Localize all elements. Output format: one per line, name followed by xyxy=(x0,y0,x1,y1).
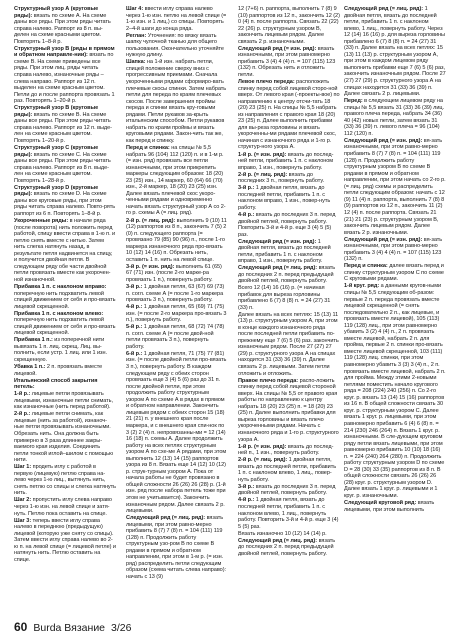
paragraph-heading: Следующий ряд (= лиц. ряд): xyxy=(126,515,206,522)
paragraph xyxy=(238,185,340,211)
paragraph-heading: 2-й р. (= лиц. ряд): xyxy=(238,171,288,178)
paragraph xyxy=(14,284,116,310)
paragraph-text: вязать по схеме С. На схеме даны все ряды. При этом ряды читать справа налево. Раппорт из 8 п. выде-лен на схеме красным цветом. Повторять 1–28-й р. xyxy=(14,151,111,184)
paragraph-text: вязать до последних 3 п. перед двойной петлей, повернуть работу. xyxy=(238,483,336,497)
paragraph-text: в начале ряда (после поворота) нить положить перед работой, спицу ввести справа в 1-ю п. и петлю снять вместе с нитью. Затем нить слегка натянуть назад, в результате петля надвинется на спицу, и получится двойная петля. В следующем ряду обе части двойной петли провязать вместе как укорочен-ной изнаночной. xyxy=(14,218,116,283)
paragraph-heading: Итальянский способ закрытия петель: xyxy=(14,377,98,391)
paragraph-text: Вязать изнаночно 10 (12) 14 (14) р. xyxy=(238,530,327,537)
paragraph xyxy=(14,105,116,144)
paragraph-text: распо-ложить спинку перед собой лицевой стороной вверх. На спицы № 5,5 от правого края работы по направлению к центру набрать 18 (20) 23 (25) п. = 18 (20) 23 (25) п. Далее выполнить прибавки для выреза горловины и вязать плечо укороченными рядами. Начать с изнаночного ряда и 1-го р. структурного узора А. xyxy=(238,377,339,443)
paragraph-text: вязать до послед-ней петли, прибавить 1 п. с наклоном вправо, 1 изн., повернуть работу. xyxy=(238,151,334,171)
paragraph xyxy=(344,138,446,236)
paragraph-heading: 6-й р.: xyxy=(126,350,143,357)
paragraph-heading: Перед: xyxy=(344,98,363,105)
paragraph xyxy=(238,378,340,443)
paragraph xyxy=(344,98,446,137)
paragraph xyxy=(14,518,116,564)
paragraph xyxy=(238,312,340,377)
paragraph xyxy=(344,263,446,283)
paragraph-heading: Структурный узор А (круговые ряды): xyxy=(14,6,99,19)
page-number: 60 xyxy=(14,620,28,634)
paragraph-text: вязать до последних 3 п., повернуть работу. xyxy=(238,171,325,185)
paragraph-text: 1 двойная петля, вязать до последней петли, прибавить 1 п. с наклоном вправо, 1 изн., повернуть работу. xyxy=(238,238,331,265)
paragraph xyxy=(238,484,340,497)
paragraph-heading: Перед и спинка: xyxy=(126,144,170,151)
paragraph-text: 1 двойная петля, вязать до последней петли, прибавить 1 п. с наклоном вправо, 1 изн., повер-нуть работу. xyxy=(238,185,331,211)
paragraph-text: в следующем лицевом ряду на спицы № 5,5 вязать 31 (33) 36 (39) лиц. правого плеча переда, набрать 34 (36) 40 (42) новых петли, затем вязать 31 (33) 36 (39) п. левого плеча = 96 (104) 112 (120) п. xyxy=(344,98,445,137)
text-column-1 xyxy=(14,6,116,612)
text-column-3 xyxy=(238,6,340,612)
paragraph-text: из поперечной нити вывязать 1 п. лиц. скрещ. Лиц. вы-полнить, если устр. 1 лиц. или 1 изн. скрещенную. xyxy=(14,337,108,363)
paragraph xyxy=(238,497,340,530)
paragraph xyxy=(126,59,228,144)
paragraph-text: Далее вязать на всех петлях: 15 (13) 11 (13) р. структурным узором А, при этом в конце каждого изнаночного ряда после последней петли прибавить по-прежнему еще 7 (6) 5 (6) раз. закончить изнаночным рядом. После 27 (27) 27 (29) р. структурного узора А на спицах находится 31 (33) 36 (39) п. Далее связать 2 р. лицевыми. Затем петли отложить и отложить. xyxy=(238,311,339,377)
paragraph xyxy=(344,283,446,499)
paragraph xyxy=(238,239,340,265)
paragraph-heading: 4-й р.: xyxy=(126,304,143,311)
paragraph-text: 1 двойная петля, вязать до последней петли, прибавить 1 п. с наклоном влево, 1 лиц., повернуть работу. Повторить 3-й и 4-й р. еще 3 (4) 5 (5) раз. xyxy=(238,497,339,530)
paragraph-heading: 1-й р.: xyxy=(14,391,31,398)
paragraph-heading: Следующий ряд (= изн. ряд): xyxy=(238,45,317,52)
paragraph-heading: 3-й р.: xyxy=(238,185,255,192)
paragraph-text: пропустить иглу слева направо через 1-ю изн. на левой спице и затя-нуть. Петлю пока оставить на спице. xyxy=(14,497,112,517)
paragraph-text: вя-зать изнаночными, при этом равно-мерно прибавить 3 (4) 4 (4) п. = 107 (115) 123 (132) п. xyxy=(344,236,443,263)
paragraph-heading: Прибавка 1 п.: xyxy=(14,337,53,344)
paragraph xyxy=(14,411,116,463)
paragraph-heading: 3-й р.: xyxy=(126,283,143,290)
paragraph-heading: Структурный узор В (круговые ряды): xyxy=(14,105,99,118)
paragraph-heading: 5-й р.: xyxy=(126,324,143,331)
paragraph-heading: Правое плечо переда: xyxy=(238,377,299,384)
paragraph-text: 12 (7+6) п. раппорта, выполнить 7 (8) 9 (10) раппортов из 12 п., закончить 12 (2) 0 (4) п. после раппорта. Связать 22 (22) 22 (26) р. структурным узором В, закончить лицевым рядом. Далее связать 2 р. изнаночными. xyxy=(238,6,340,45)
paragraph-heading: Следующий ряд (= лиц. ряд): xyxy=(238,265,318,272)
paragraph-text: Уточнения: по вязку вязать шапку чулочной тканью для общего пользования. Окончательно уточняйте нужную длину. xyxy=(126,32,224,59)
paragraph-heading: Следующий ряд (= лиц. ряд): xyxy=(344,6,424,12)
paragraph xyxy=(238,6,340,45)
paragraph-heading: Укороченные ряды: xyxy=(14,218,69,224)
paragraph xyxy=(126,304,228,324)
paragraph xyxy=(344,6,446,98)
paragraph-heading: Прибавка 1 п. с наклоном влево: xyxy=(14,310,104,317)
paragraph-text: вязать до последних 3 п. перед двойной петлей, повернуть работу. Повторить 3-й и 4-й р. еще 3 (4) 5 (5) раз. xyxy=(238,211,336,238)
paragraph-text: а данными кругов-ными спицы № 5,5 следующим об-разом: первые 2 п. переда провязать вместе лицевой скрещенной (= снять последовательно 2 п., как лицевые, и провязать вместе лицевой), 105 (113) 119 (128) лиц., при этом равномерно убавить 3 (2) 4 (4) п., 2 п. провязать вместе лицевой, набрать 2 п. для пройма, первые 2 п. спинки про-вязать вместе лицевой скрещенной, 103 (111) 119 (128) лиц. спинки, при этом равномерно убавить 3 (3) 3 (4) п., 2 п. провязать вместе лицевой, набрать 2 п. для пройма. Между этими 2-новыми петлями поместить начало кругового ряда = 208 (224) 240 (256) п. Со 2-го круг. р. вязать 13 (14) 15 (16) раппортов из 16 п. В общей сложности связать 30 круг. р. структурным узором С. Далее вязать 1 круг. р. лицевыми, при этом равномерно прибавить 6 (4) 6 (8) п. = 214 (230) 246 (264) п. Вязать 1 круг. р. изнаночными. В сле-дующем круговом ряду петли вязать лицевыми, при этом равномерно прибавить 10 (10) 18 (16) п. = 224 (240) 264 (280) п. Продолжить работу структурным узором D по схеме D = 28 (30) 33 (35) раппортов из 8 п. В общей сложности связать 26 (26) 26 (28) круг. р. структурным узором D. Далее вязать 1 круг. р. лицевыми и 1 круг. р. изнаночными. xyxy=(344,283,446,499)
page-footer xyxy=(14,620,131,634)
paragraph xyxy=(126,6,228,32)
paragraph-heading: Следующий круговой ряд: xyxy=(344,500,417,507)
paragraph-heading: Реглан: xyxy=(126,32,147,39)
paragraph-heading: Шаг 1: xyxy=(14,464,32,471)
paragraph xyxy=(14,364,116,377)
paragraph-text: вязать до послед-ней п., 1 изн., повернуть работу. xyxy=(238,443,334,457)
paragraph xyxy=(14,378,116,391)
paragraph-text: вязать по схеме А. На схеме даны все ряды. При этом ряды читать справа налево. Раппорт из 8 п. вы-делен на схеме красными цветом. Повторять 1–8-й р. xyxy=(14,12,111,45)
paragraph-heading: Шаг 3: xyxy=(14,517,32,524)
paragraph-heading: Следующий ряд (= лиц. ряд): xyxy=(238,537,318,544)
paragraph xyxy=(14,46,116,105)
magazine-title: Burda Вязание xyxy=(33,622,106,634)
paragraph-text: вязать лицевыми, при этом равно-мерно прибавить 8 (7) 7 (8) п. = 104 (111) 119 (128) п. Продолжить работу структурным узо-ром В по схеме В рядами в прямом и обратном направлении, при этом в 1-м р. (= изн. ряд) распределить петли следующим образом (схема читать слева направо): начать с 13 (9) xyxy=(126,515,226,581)
paragraph xyxy=(238,46,340,79)
paragraph-heading: 4-й р.: xyxy=(238,211,255,218)
paragraph xyxy=(14,6,116,45)
paragraph-text: выполнить 61 (65) 67 (71) изн. (после 2-го марке-ра провязать 1 п.), повернуть работу. xyxy=(126,263,222,283)
paragraph xyxy=(238,212,340,238)
paragraph xyxy=(238,172,340,185)
paragraph xyxy=(126,351,228,515)
paragraph-heading: 2-й р. (= лиц. ряд): xyxy=(126,217,176,224)
paragraph-text: ввести иглу справа налево через 1-ю изн. петлю на левой спице (= 1-ю изн. и 1 лиц.) со спицы. Повторять 2–4-й шаги до конца ряда. xyxy=(126,6,227,32)
paragraph-text: на спицы № 5,5 набрать 96 (104) 112 (120) п. и в 1-м р. (= изн. ряд) провязать все петли изнаночными, при этом прикрепить маркеры следующим образом: 18 (20) 23 (25) изн., 14 маркер, 60 (64) 66 (70) изн., 2-й маркер, 18 (20) 23 (25) изн. Далее вязать плечевой скос укоро-ченными рядами и одновременно начать вязать структурный узор А со 2-го р. схемы А (= лиц. ряд). xyxy=(126,144,226,217)
paragraph-text: на 1-й изн. набрать петли, спицей положение сверху вниз с прогрессивным приемами. Сначала укороченными рядами сформиро-вать плечевые скосы спинки. Затем набрать петли для переда по краям плечевых скосов. После завершения проймы переда и спинки вязать кру-говыми рядами. Петли рукавов за-крыть итальянским способом. Петли рукавов набрать по краям проймы и вязать круговыми рядами. Закон-чить так же, как перед и спинку. xyxy=(126,59,227,144)
paragraph-text: далее вязать перед и спинку структурным узором С по схеме С круговыми рядами. xyxy=(344,263,444,283)
paragraph-heading: Шаг 2: xyxy=(14,497,32,504)
paragraph xyxy=(126,515,228,580)
paragraph xyxy=(14,497,116,517)
paragraph xyxy=(126,33,228,59)
paragraph-heading: Перед и спинка: xyxy=(344,263,388,270)
paragraph-text: 1 двойная петля, вязать до последней петли, прибавить 1 п. с наклоном влево, 1 лиц., повернуть работу. Через 12 (14) 16 (16) р. для выреза горловины прибавлено 6 (7) 8 (8) п. = 24 (27) 31 (33) п. Далее вязать на всех петлях: 15 (13) 11 (13) р. структурным узором А, при этом в каждом лицевом ряду выполнить прибавки еще 7 (6) 5 (6) раз, закончить изнаночным рядом. После 27 (27) 27 (29) р. структурного узора А на спицах находится 31 (33) 36 (39) п. Далее связать 2 р. лицевыми. xyxy=(344,6,446,98)
paragraph xyxy=(238,152,340,172)
paragraph-text: продеть иглу с работой в первую (лицевую) петлю справа на-лево через 1-ю лиц., вытянуть нить, снять петлю со спицы и слегка натянуть нить. xyxy=(14,464,116,497)
text-column-4 xyxy=(344,6,446,612)
paragraph-heading: Убавка 1 п.: xyxy=(14,364,46,371)
paragraph xyxy=(238,265,340,311)
paragraph-text: 1 двойная петля, 65 (69) 71 (75) изн. (= после 2-го маркера про-вязать 3 п.), повернуть работу. xyxy=(126,304,227,324)
paragraph-text: поперечную нить подхватить левой спицей движением от себя и про-вязать лицевой скрещенной. xyxy=(14,317,116,337)
paragraph-heading: Следующий ряд (= изн. ряд): xyxy=(344,137,423,144)
paragraph-text: вязать по схеме В. На схеме даны все ряды. При этом ряды читать справа налево. Раппорт из 12 п. выде-лен на схеме красным цветом. Повторять 1–20-й р. xyxy=(14,111,112,144)
text-column-2 xyxy=(126,6,228,612)
paragraph xyxy=(14,145,116,184)
paragraph-text: вязать до последних 2 п. перед предыдущей двойной петлей, повернуть работу. Всего 12 (14) 16 (16) р. (= начиная прибавок для выреза горловины прибавлено 6 (7) 8 (8) п. = 24 (27) 31 (33) п. xyxy=(238,265,336,311)
paragraph-text: вязать лицевыми, при этом выполнить xyxy=(344,500,435,513)
paragraph xyxy=(14,464,116,497)
paragraph-text: вязать изнаночными, при этом равномерно прибавить 3 (4) 4 (4) п. = 107 (115) 123 (132) п. Обрезать нить и отложить петли. xyxy=(238,45,336,78)
paragraph-heading: Следующий ряд (= изн. ряд): xyxy=(238,238,317,245)
paragraph-text: 1 двойная петля, 68 (72) 74 (78) п. согл. схеме А (= после двой-ной петли провязать 3 п.), повернуть работу. xyxy=(126,324,225,350)
paragraph-heading: Структурный узор С (круговые ряды): xyxy=(14,144,99,158)
paragraph-heading: Прибавка 1 п. с наклоном вправо: xyxy=(14,283,107,290)
paragraph xyxy=(238,531,340,538)
paragraph xyxy=(238,79,340,151)
paragraph-heading: 1-й круг. ряд: xyxy=(344,283,380,290)
paragraph xyxy=(14,185,116,218)
paragraph-text: поперечную нить подхватить левой спицей движением от себя и про-вязать лицевой скрещенной. xyxy=(14,290,116,310)
paragraph-text: вя-зать изнаночными, при этом равно-мерно прибавить 8 (7) 7 (8) п. = 104 (111) 119 (128) п. Продолжить работу структурным узором В по схеме В рядами в прямом и обратном направлении, при этом начать со 2-го р. (= лиц. ряд) схемы и распределить петли следующим образом: начать с 12 (9) 11 (4) п. раппорта, выполнить 7 (8) 8 (9) раппортов из 12 п., закончить 11 (2) 12 (4) п. после раппорта. Связать 21 (21) 21 (23) р. структурным узором В, закончить лицевым рядом. Далее вязать 2 р. изнаночными. xyxy=(344,137,446,236)
paragraph-heading: 3-й р.: xyxy=(238,483,255,490)
paragraph xyxy=(14,337,116,363)
paragraph xyxy=(126,324,228,350)
paragraph-heading: Шапка: xyxy=(126,59,146,66)
paragraph-heading: Структурный узор В (ряды в прямом и обратном направле-нии): xyxy=(14,45,115,59)
paragraph-heading: Следующий ряд (= изн. ряд): xyxy=(344,236,423,243)
paragraph-heading: Структурный узор D (круговые ряды): xyxy=(14,184,99,198)
paragraph xyxy=(126,264,228,284)
paragraph xyxy=(238,444,340,457)
paragraph-heading: 1-й р. (= изн. ряд): xyxy=(238,151,287,158)
paragraph-text: 1 двойная петля, 71 (75) 77 (81) изн. (= после двойной петли про-вязать 3 п.), повернуть работу. В каждом следующем ряду с обеих сторон провязать еще 3 (4) 5 (6) раз до 31 п. после двойной петли, при этом продолжить работу структурным узором А по схеме А в рядах в прямом и обратном направлении. Закончить лицевым рядом с обеих сторон 15 (18) 21 (21) п. у внешнего края после маркера, и с внешнего края спи-нок по 3 (2) 2 (4) п. непровязанны-ми = 12 (14) 16 (18) п. схемы А. Далее продолжить работу на всех петлях структурным узором А по схе-ме А рядами, при этом выполнить 12 (13) 14 (15) раппортов узора из 8 п. Вязать еще 14 (12) 10 (12) р. струк-турным узором А. Пока от начала работы не будет провязано в общей сложности 26 (26) 26 (28) р. (1-й изн. ряд после набора петель тоже при этом не учитывается). Закончить изнаночным рядом. Далее связать 2 р. лицевыми. xyxy=(126,350,227,515)
paragraph-heading: 1-й р. (= изн. ряд): xyxy=(238,443,287,450)
paragraph-text: 2 п. провязать вместе лицевой. xyxy=(14,364,103,377)
paragraph xyxy=(126,284,228,304)
paragraph xyxy=(344,237,446,263)
paragraph-heading: 2-й р.: xyxy=(14,411,31,418)
paragraph-text: лицевые петли снимать, как лицевые (нить за работой), изнаноч-ные петли провязывать изнаночными. Обрезать нить. Она должна быть примерно в 3 раза длиннее закры-ваемого края изделия. Соединить петли тонкой иглой–шилом с помощью нити. xyxy=(14,411,114,464)
paragraph-heading: Левое плечо переда: xyxy=(238,79,295,86)
paragraph xyxy=(126,218,228,264)
paragraph-text: расположить спинку перед собой лицевой сторо-ной вверх. От левого края (-проекты-вое) по направлению к центру отсчи-тать 18 (20) 23 (25) п. На спицы № 5,5 набрать из направления с правого края 18 (20) 23 (25) п. Далее выполнить прибавки для вы-реза горловины и вязать укороченны-ми рядами плечевой скос, начиная с изнаночного ряда и 1-го р. структур-ного узора А. xyxy=(238,79,340,151)
paragraph xyxy=(14,391,116,411)
paragraph xyxy=(14,311,116,337)
paragraph-heading: 3-й р. (= изн. ряд): xyxy=(126,263,175,270)
paragraph xyxy=(238,457,340,483)
paragraph xyxy=(126,145,228,217)
paragraph xyxy=(238,538,340,558)
paragraph-text: вязать до последних 2 п. перед предыдущей двойной петлей, повернуть работу. xyxy=(238,537,336,557)
paragraph-text: теперь ввести иглу справа налево в переднюю (предыдущую) лицевой (которую уже сняту со спицы). Затем ввести иглу справа налево во 2-ю п. на левой спице (= лицевой петле) и натянуть нить. Петлю оставить на спице. xyxy=(14,517,116,563)
paragraph-heading: 2-й р. (= лиц. ряд): xyxy=(238,457,288,464)
paragraph-text: 1 двойная петля, вязать до последней петли, прибавить 1 п. с наклоном влево, 1 лиц., повер-нуть работу. xyxy=(238,457,337,483)
paragraph-text: вязать по схеме В. На схеме приведены все ряды. При этом лиц. ряды читать справа налево, изнаночные ряды – слева направо. Раппорт из 12 п. выделен на схеме красным цветом. Петли до и после раппорта провязать 1 раз. Повторять 1–20-й р. xyxy=(14,52,115,105)
paragraph-heading: 4-й р.: xyxy=(238,497,255,504)
paragraph-text: 1 двойная петля, 63 (67) 69 (73) п. согл. схеме А (= после 1-го маркера провязать 3 п.), повернуть работу. xyxy=(126,283,225,304)
paragraph-text: вязать по схеме D. На схеме даны все круговые ряды, при этом ряды читать справа налево. Повто-рять раппорт из 6 п. Повторять 1–8-й р. xyxy=(14,191,116,217)
paragraph-heading: Шаг 4: xyxy=(126,6,144,12)
issue-number: 3/26 xyxy=(111,622,132,634)
paragraph xyxy=(344,500,446,513)
paragraph xyxy=(14,218,116,283)
paragraph-text: лицевые петли провязывать лицевыми, изнаночные петли снимать, как изнаночные (нить перед работой). xyxy=(14,391,113,411)
paragraph-text: выполнить 9 (10) 11 (12) раппортов из 8 п., закончить 7 (5) 2 (0) п. следующего раппорта (= провязано 79 (85) 90 (96) п., после 1-го маркера изнаночного ряда про-вязать 10 (12) 14 (16) п. Обрезать нить, оставить 1 п. нить на левой спице. xyxy=(126,217,227,263)
